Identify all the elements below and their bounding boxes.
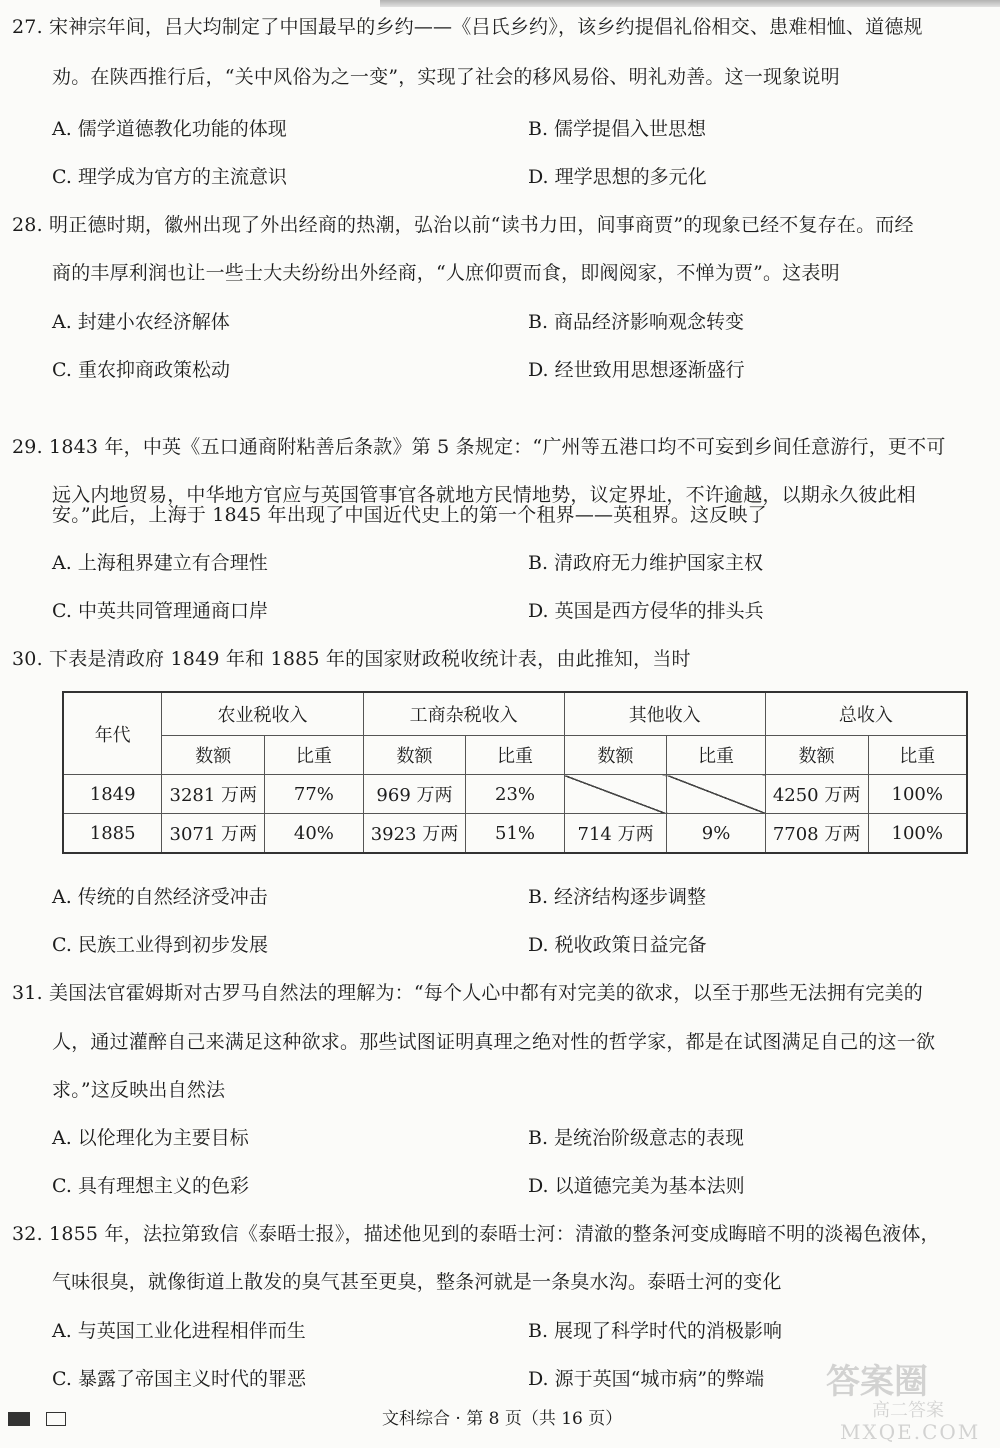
question-stem-line: 求。”这反映出自然法 <box>52 1079 226 1101</box>
option-c: C. 暴露了帝国主义时代的罪恶 <box>52 1368 306 1390</box>
watermark-line: MXQE.COM <box>840 1420 981 1444</box>
table-header-cell: 年代 <box>63 692 162 775</box>
option-c: C. 理学成为官方的主流意识 <box>52 166 287 188</box>
option-c: C. 重农抑商政策松动 <box>52 359 230 381</box>
question-stem-line: 32. 1855 年，法拉第致信《泰晤士报》，描述他见到的泰晤士河：清澈的整条河变成晦暗不明的淡褐色液体， <box>12 1223 940 1245</box>
table-subheader-cell: 比重 <box>466 736 564 775</box>
option-c: C. 中英共同管理通商口岸 <box>52 600 268 622</box>
table-cell: 23% <box>466 775 564 814</box>
option-a: A. 上海租界建立有合理性 <box>52 552 268 574</box>
question-stem-line: 气味很臭，就像街道上散发的臭气甚至更臭，整条河就是一条臭水沟。泰晤士河的变化 <box>52 1271 782 1293</box>
table-subheader-row <box>63 736 967 775</box>
table-cell: 100% <box>868 775 967 814</box>
table-subheader-cell: 数额 <box>765 736 868 775</box>
table-cell: 3281 万两 <box>162 775 265 814</box>
option-d: D. 以道德完美为基本法则 <box>528 1175 745 1197</box>
black-square-mark <box>8 1412 30 1426</box>
option-a: A. 儒学道德教化功能的体现 <box>52 118 287 140</box>
table-cell-year: 1885 <box>63 814 162 854</box>
tax-revenue-table <box>62 691 968 854</box>
option-b: B. 商品经济影响观念转变 <box>528 311 745 333</box>
table-subheader-cell: 数额 <box>162 736 265 775</box>
table-subheader-cell: 数额 <box>564 736 667 775</box>
option-b: B. 是统治阶级意志的表现 <box>528 1127 745 1149</box>
option-b: B. 经济结构逐步调整 <box>528 886 707 908</box>
question-stem-line: 劝。在陕西推行后，“关中风俗为之一变”，实现了社会的移风易俗、明礼劝善。这一现象说明 <box>52 66 840 88</box>
option-d: D. 理学思想的多元化 <box>528 166 707 188</box>
table-cell: 51% <box>466 814 564 854</box>
table-header-cell: 农业税收入 <box>162 692 363 736</box>
table-header-row <box>63 692 967 736</box>
table-cell: 7708 万两 <box>765 814 868 854</box>
table-cell-empty-diagonal <box>564 775 667 814</box>
table-cell: 3923 万两 <box>363 814 466 854</box>
option-d: D. 英国是西方侵华的排头兵 <box>528 600 764 622</box>
table-cell: 100% <box>868 814 967 854</box>
option-c: C. 具有理想主义的色彩 <box>52 1175 249 1197</box>
option-a: A. 以伦理化为主要目标 <box>52 1127 249 1149</box>
question-stem-line: 29. 1843 年，中英《五口通商附粘善后条款》第 5 条规定：“广州等五港口均不可妄到乡间任意游行，更不可 <box>12 436 946 458</box>
table-subheader-cell: 比重 <box>667 736 765 775</box>
option-b: B. 儒学提倡入世思想 <box>528 118 707 140</box>
table-cell: 3071 万两 <box>162 814 265 854</box>
table-subheader-cell: 比重 <box>265 736 363 775</box>
table-cell: 714 万两 <box>564 814 667 854</box>
table-header-cell: 其他收入 <box>564 692 765 736</box>
page-number: 文科综合 · 第 8 页（共 16 页） <box>382 1409 623 1429</box>
table-cell-year: 1849 <box>63 775 162 814</box>
table-row <box>63 814 967 854</box>
cropped-header-strip <box>380 0 1000 7</box>
question-stem-line: 27. 宋神宗年间，吕大均制定了中国最早的乡约——《吕氏乡约》，该乡约提倡礼俗相交、患难相恤、道德规 <box>12 16 923 38</box>
question-stem-line: 安。”此后，上海于 1845 年出现了中国近代史上的第一个租界——英租界。这反映了 <box>52 504 767 526</box>
table-subheader-cell: 比重 <box>868 736 967 775</box>
option-a: A. 与英国工业化进程相伴而生 <box>52 1320 306 1342</box>
table-cell: 40% <box>265 814 363 854</box>
watermark-line: 答案圈 <box>826 1362 928 1402</box>
table-row <box>63 775 967 814</box>
table-cell: 77% <box>265 775 363 814</box>
table-subheader-cell: 数额 <box>363 736 466 775</box>
option-d: D. 税收政策日益完备 <box>528 934 707 956</box>
question-stem-line: 28. 明正德时期，徽州出现了外出经商的热潮，弘治以前“读书力田，间事商贾”的现象已经不复存在。而经 <box>12 214 914 236</box>
option-d: D. 经世致用思想逐渐盛行 <box>528 359 745 381</box>
option-b: B. 清政府无力维护国家主权 <box>528 552 764 574</box>
table-cell: 969 万两 <box>363 775 466 814</box>
option-a: A. 封建小农经济解体 <box>52 311 230 333</box>
option-a: A. 传统的自然经济受冲击 <box>52 886 268 908</box>
option-c: C. 民族工业得到初步发展 <box>52 934 268 956</box>
white-square-mark <box>46 1412 66 1426</box>
question-stem-line: 远入内地贸易，中华地方官应与英国管事官各就地方民情地势，议定界址，不许逾越，以期永久彼此相 <box>52 484 917 506</box>
table-cell-empty-diagonal <box>667 775 765 814</box>
option-d: D. 源于英国“城市病”的弊端 <box>528 1368 765 1390</box>
watermark-line: 高二答案 <box>872 1400 944 1421</box>
question-stem-line: 31. 美国法官霍姆斯对古罗马自然法的理解为：“每个人心中都有对完美的欲求，以至于那些无法拥有完美的 <box>12 982 923 1004</box>
option-b: B. 展现了科学时代的消极影响 <box>528 1320 783 1342</box>
page-footer <box>0 1404 1000 1434</box>
table-cell: 4250 万两 <box>765 775 868 814</box>
question-stem-line: 商的丰厚利润也让一些士大夫纷纷出外经商，“人庶仰贾而食，即阀阅家，不惮为贾”。这表明 <box>52 262 840 284</box>
question-stem-line: 30. 下表是清政府 1849 年和 1885 年的国家财政税收统计表，由此推知，当时 <box>12 648 691 670</box>
table-header-cell: 总收入 <box>765 692 967 736</box>
question-stem-line: 人，通过灌醉自己来满足这种欲求。那些试图证明真理之绝对性的哲学家，都是在试图满足自己的这一欲 <box>52 1031 936 1053</box>
table-cell: 9% <box>667 814 765 854</box>
table-header-cell: 工商杂税收入 <box>363 692 564 736</box>
